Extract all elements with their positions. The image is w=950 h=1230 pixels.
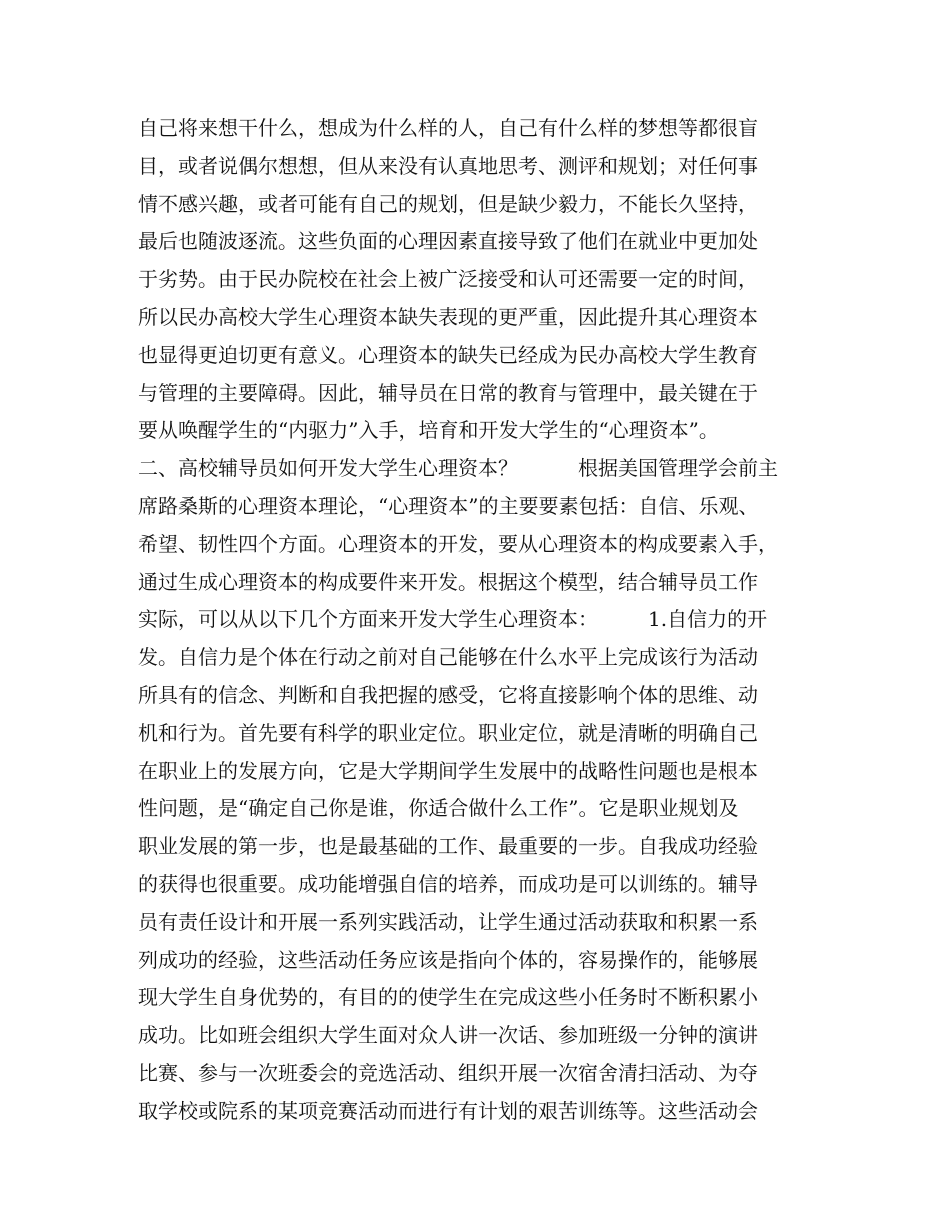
- text-line: 席路桑斯的心理资本理论，“心理资本”的主要要素包括：自信、乐观、: [138, 493, 759, 518]
- text-line: 目，或者说偶尔想想，但从来没有认真地思考、测评和规划；对任何事: [138, 153, 758, 178]
- text-line: 要从唤醒学生的“内驱力”入手，培育和开发大学生的“心理资本”。: [138, 418, 719, 443]
- text-line: 最后也随波逐流。这些负面的心理因素直接导致了他们在就业中更加处: [138, 229, 758, 254]
- text-line: 列成功的经验，这些活动任务应该是指向个体的，容易操作的，能够展: [138, 947, 758, 972]
- text-line: 通过生成心理资本的构成要件来开发。根据这个模型，结合辅导员工作: [138, 569, 758, 594]
- text-line: 成功。比如班会组织大学生面对众人讲一次话、参加班级一分钟的演讲: [138, 1023, 758, 1048]
- text-line: 也显得更迫切更有意义。心理资本的缺失已经成为民办高校大学生教育: [138, 342, 758, 367]
- section-heading-line: 二、高校辅导员如何开发大学生心理资本？ 根据美国管理学会前主: [138, 456, 778, 481]
- text-line: 实际，可以从以下几个方面来开发大学生心理资本： 1.自信力的开: [138, 607, 768, 632]
- text-line: 在职业上的发展方向，它是大学期间学生发展中的战略性问题也是根本: [138, 758, 758, 783]
- text-line: 自己将来想干什么，想成为什么样的人，自己有什么样的梦想等都很盲: [138, 116, 758, 140]
- text-line: 所以民办高校大学生心理资本缺失表现的更严重，因此提升其心理资本: [138, 304, 758, 329]
- text-line: 职业发展的第一步，也是最基础的工作、最重要的一步。自我成功经验: [138, 834, 758, 859]
- text-line: 情不感兴趣，或者可能有自己的规划，但是缺少毅力，不能长久坚持，: [138, 191, 758, 216]
- text-line: 的获得也很重要。成功能增强自信的培养，而成功是可以训练的。辅导: [138, 871, 758, 896]
- text-line: 于劣势。由于民办院校在社会上被广泛接受和认可还需要一定的时间，: [138, 267, 758, 292]
- text-line: 比赛、参与一次班委会的竞选活动、组织开展一次宿舍清扫活动、为夺: [138, 1060, 758, 1085]
- text-line: 现大学生自身优势的，有目的的使学生在完成这些小任务时不断积累小: [138, 985, 758, 1010]
- text-line: 性问题，是“确定自己你是谁，你适合做什么工作”。它是职业规划及: [138, 796, 739, 821]
- text-line: 员有责任设计和开展一系列实践活动，让学生通过活动获取和积累一系: [138, 909, 758, 934]
- text-line: 希望、韧性四个方面。心理资本的开发，要从心理资本的构成要素入手，: [138, 531, 778, 556]
- text-line: 取学校或院系的某项竞赛活动而进行有计划的艰苦训练等。这些活动会: [138, 1098, 758, 1123]
- text-line: 发。自信力是个体在行动之前对自己能够在什么水平上完成该行为活动: [138, 645, 758, 670]
- body-text: [138, 110, 828, 1131]
- text-line: 机和行为。首先要有科学的职业定位。职业定位，就是清晰的明确自己: [138, 720, 758, 745]
- text-line: 所具有的信念、判断和自我把握的感受，它将直接影响个体的思维、动: [138, 682, 758, 707]
- text-line: 与管理的主要障碍。因此，辅导员在日常的教育与管理中，最关键在于: [138, 380, 758, 405]
